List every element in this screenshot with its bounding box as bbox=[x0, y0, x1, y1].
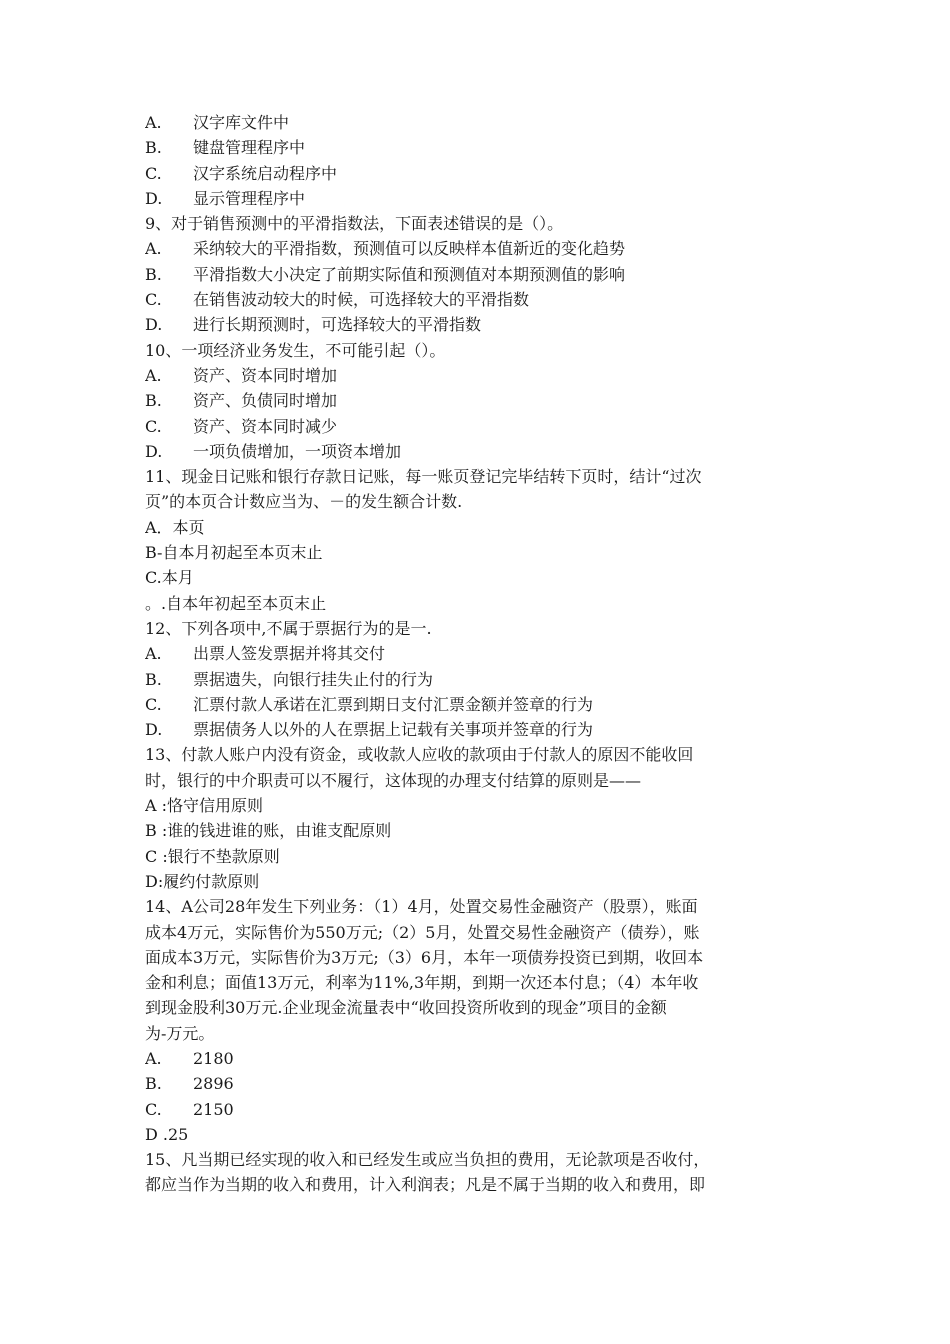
q8-option-b bbox=[145, 135, 820, 160]
option-label: D. bbox=[145, 720, 163, 740]
option-label: C. bbox=[145, 416, 162, 436]
option-text: 票据遗失，向银行挂失止付的行为 bbox=[193, 669, 434, 689]
option-text: 汉字库文件中 bbox=[193, 113, 290, 132]
q13-option-a: A :恪守信用原则 bbox=[145, 796, 264, 816]
option-text: 显示管理程序中 bbox=[193, 188, 306, 208]
option-text: 一项负债增加，一项资本增加 bbox=[193, 441, 402, 461]
option-text: 出票人签发票据并将其交付 bbox=[193, 644, 386, 664]
q10-stem: 10、一项经济业务发生，不可能引起（）。 bbox=[145, 340, 446, 360]
q14-stem-line-4: 金和利息；面值13万元，利率为11%,3年期，到期一次还本付息；（4）本年收 bbox=[145, 973, 699, 993]
q10-option-b bbox=[145, 388, 820, 413]
q12-option-b bbox=[145, 667, 820, 692]
q9-option-a bbox=[145, 236, 820, 261]
option-label: C. bbox=[145, 694, 162, 714]
q9-stem: 9、对于销售预测中的平滑指数法，下面表述错误的是（）。 bbox=[145, 214, 564, 234]
q10-option-c bbox=[145, 414, 820, 439]
q15-stem-line-1: 15、凡当期已经实现的收入和已经发生或应当负担的费用，无论款项是否收付， bbox=[145, 1150, 710, 1170]
q14-stem-line-6: 为-万元。 bbox=[145, 1023, 215, 1043]
option-label: A. bbox=[145, 239, 162, 259]
option-text: 在销售波动较大的时候，可选择较大的平滑指数 bbox=[193, 290, 530, 310]
option-text: 键盘管理程序中 bbox=[193, 138, 306, 158]
q11-stem-line-1: 11、现金日记账和银行存款日记账，每一账页登记完毕结转下页时，结计“过次 bbox=[145, 467, 702, 487]
q11-option-b: B-自本月初起至本页末止 bbox=[145, 543, 323, 563]
q12-option-d bbox=[145, 717, 820, 742]
option-label: C. bbox=[145, 1099, 162, 1119]
q8-option-a bbox=[145, 110, 820, 135]
option-text: 资产、资本同时增加 bbox=[193, 365, 338, 385]
q14-option-a bbox=[145, 1046, 820, 1071]
q14-stem-line-2: 成本4万元，实际售价为550万元;（2）5月，处置交易性金融资产（债券），账 bbox=[145, 922, 700, 942]
q8-option-d bbox=[145, 186, 820, 211]
option-text: 2150 bbox=[193, 1099, 234, 1119]
q9-option-c bbox=[145, 287, 820, 312]
option-label: D. bbox=[145, 315, 163, 335]
option-text: 2180 bbox=[193, 1048, 234, 1068]
option-label: D. bbox=[145, 188, 163, 208]
option-text: 票据债务人以外的人在票据上记载有关事项并签章的行为 bbox=[193, 720, 594, 740]
q9-option-d bbox=[145, 312, 820, 337]
option-text: 汇票付款人承诺在汇票到期日支付汇票金额并签章的行为 bbox=[193, 694, 594, 714]
q11-option-d: 。.自本年初起至本页末止 bbox=[145, 593, 327, 613]
q14-stem-line-5: 到现金股利30万元.企业现金流量表中“收回投资所收到的现金”项目的金额 bbox=[145, 998, 667, 1018]
option-text: 平滑指数大小决定了前期实际值和预测值对本期预测值的影响 bbox=[193, 264, 626, 284]
q8-option-c bbox=[145, 161, 820, 186]
option-label: B. bbox=[145, 138, 162, 158]
q10-option-a bbox=[145, 363, 820, 388]
q11-stem-line-2: 页”的本页合计数应当为、－的发生额合计数. bbox=[145, 492, 463, 512]
q11-option-c: C.本月 bbox=[145, 568, 194, 588]
q14-stem-line-3: 面成本3万元，实际售价为3万元;（3）6月，本年一项债券投资已到期，收回本 bbox=[145, 947, 704, 967]
q13-option-d: D:履约付款原则 bbox=[145, 871, 260, 891]
option-label: A. bbox=[145, 365, 162, 385]
q14-option-b bbox=[145, 1071, 820, 1096]
q14-option-d: D .25 bbox=[145, 1124, 189, 1144]
q13-stem-line-1: 13、付款人账户内没有资金，或收款人应收的款项由于付款人的原因不能收回 bbox=[145, 745, 694, 765]
option-label: B. bbox=[145, 264, 162, 284]
option-label: C. bbox=[145, 163, 162, 183]
option-text: 汉字系统启动程序中 bbox=[193, 163, 338, 183]
q13-option-b: B :谁的钱进谁的账，由谁支配原则 bbox=[145, 821, 392, 841]
q14-option-c bbox=[145, 1097, 820, 1122]
q12-option-c bbox=[145, 692, 820, 717]
option-text: 采纳较大的平滑指数，预测值可以反映样本值新近的变化趋势 bbox=[193, 239, 626, 259]
option-text: 2896 bbox=[193, 1074, 234, 1094]
option-label: A. bbox=[145, 644, 162, 664]
q12-stem: 12、下列各项中,不属于票据行为的是一. bbox=[145, 618, 432, 638]
option-label: B. bbox=[145, 669, 162, 689]
q12-option-a bbox=[145, 641, 820, 666]
q9-option-b bbox=[145, 262, 820, 287]
option-label: A. bbox=[145, 113, 162, 132]
q14-stem-line-1: 14、A公司28年发生下列业务：（1）4月，处置交易性金融资产（股票），账面 bbox=[145, 897, 698, 917]
q13-stem-line-2: 时，银行的中介职责可以不履行，这体现的办理支付结算的原则是—— bbox=[145, 770, 642, 790]
option-text: 资产、资本同时减少 bbox=[193, 416, 338, 436]
q11-option-a: A．本页 bbox=[145, 517, 205, 537]
option-label: B. bbox=[145, 1074, 162, 1094]
option-label: C. bbox=[145, 290, 162, 310]
option-label: D. bbox=[145, 441, 163, 461]
q13-option-c: C :银行不垫款原则 bbox=[145, 846, 280, 866]
option-label: B. bbox=[145, 391, 162, 411]
q10-option-d bbox=[145, 439, 820, 464]
option-text: 进行长期预测时，可选择较大的平滑指数 bbox=[193, 315, 482, 335]
option-text: 资产、负债同时增加 bbox=[193, 391, 338, 411]
page-content bbox=[145, 110, 820, 1198]
option-label: A. bbox=[145, 1048, 162, 1068]
q15-stem-line-2: 都应当作为当期的收入和费用，计入利润表；凡是不属于当期的收入和费用，即 bbox=[145, 1175, 706, 1195]
